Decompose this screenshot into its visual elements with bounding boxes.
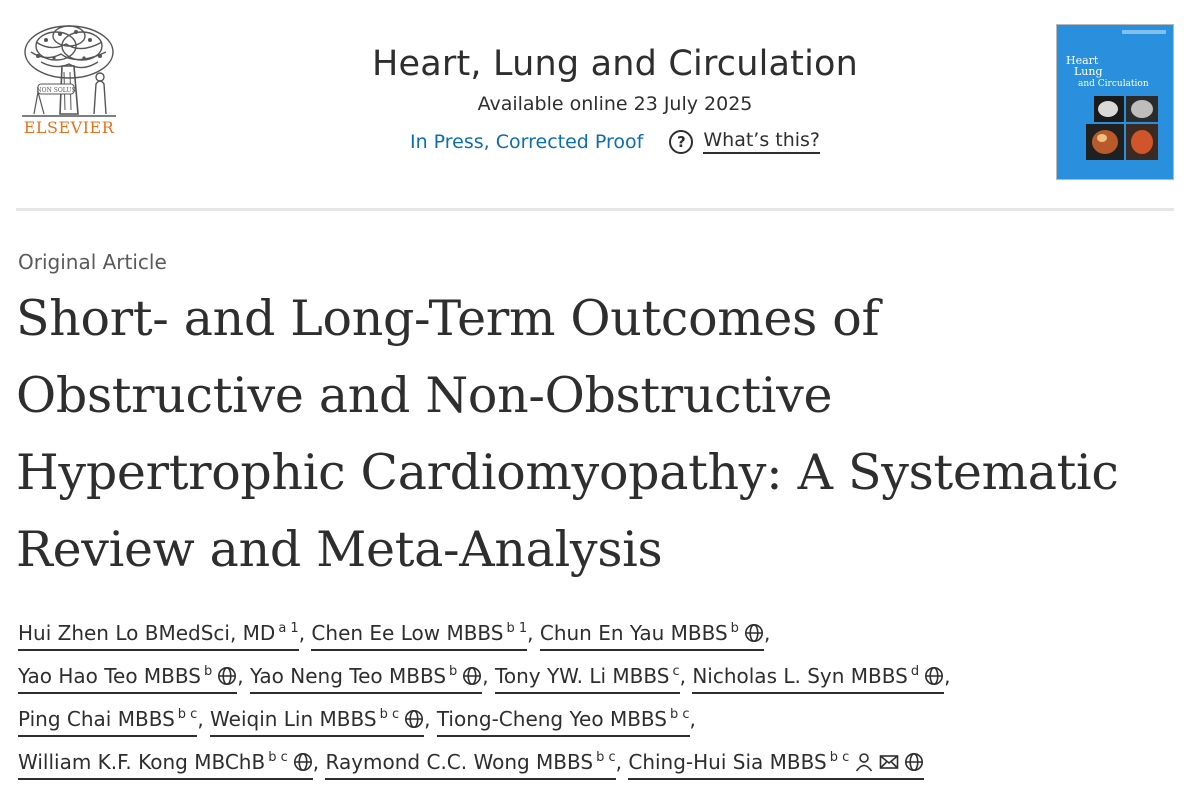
author-link[interactable]	[250, 657, 482, 694]
globe-icon[interactable]	[404, 709, 424, 729]
author-name: Raymond C.C. Wong MBBS	[325, 750, 594, 774]
author-name: Tiong-Cheng Yeo MBBS	[436, 707, 667, 731]
author-line	[18, 655, 1188, 698]
cover-title-line1: Heart	[1066, 54, 1099, 67]
author-name: William K.F. Kong MBChB	[18, 750, 266, 774]
author-link[interactable]	[18, 700, 197, 737]
person-icon[interactable]	[854, 752, 874, 772]
author-separator: ,	[527, 621, 540, 645]
author-link[interactable]	[437, 700, 690, 737]
author-affiliation: a 1	[278, 621, 299, 636]
title-line: Review and Meta-Analysis	[16, 521, 663, 578]
cover-title-line3: and Circulation	[1078, 79, 1149, 89]
in-press-status-link[interactable]: In Press, Corrected Proof	[409, 130, 644, 153]
author-link[interactable]	[18, 614, 299, 651]
status-row	[300, 129, 930, 154]
globe-icon[interactable]	[904, 752, 924, 772]
author-link[interactable]	[18, 657, 237, 694]
author-separator: ,	[689, 707, 696, 731]
author-affiliation: b c	[669, 707, 690, 722]
author-name: Chun En Yau MBBS	[539, 621, 728, 645]
journal-cover-art	[1056, 24, 1174, 180]
author-separator: ,	[237, 664, 250, 688]
cover-title-line2: Lung	[1074, 65, 1103, 78]
author-name: Weiqin Lin MBBS	[210, 707, 377, 731]
author-name: Nicholas L. Syn MBBS	[692, 664, 908, 688]
whats-this-label: What’s this?	[703, 129, 820, 154]
elsevier-tree-icon	[16, 22, 122, 122]
author-affiliation: b	[730, 621, 739, 636]
author-affiliation: b c	[379, 707, 400, 722]
mail-icon[interactable]	[879, 752, 899, 772]
author-separator: ,	[615, 750, 629, 774]
author-affiliation: c	[672, 664, 680, 679]
author-link[interactable]	[540, 614, 764, 651]
author-name: Ching-Hui Sia MBBS	[628, 750, 827, 774]
article-type-label: Original Article	[18, 250, 167, 274]
globe-icon[interactable]	[462, 666, 482, 686]
author-affiliation: b c	[268, 750, 288, 765]
article-title	[16, 280, 1186, 588]
author-separator: ,	[482, 664, 496, 688]
globe-icon[interactable]	[924, 666, 944, 686]
author-name: Chen Ee Low MBBS	[311, 621, 504, 645]
author-affiliation: d	[910, 664, 920, 679]
author-name: Hui Zhen Lo BMedSci, MD	[18, 621, 276, 645]
author-name: Yao Neng Teo MBBS	[249, 664, 447, 688]
author-link[interactable]	[311, 614, 527, 651]
author-separator: ,	[197, 707, 211, 731]
author-affiliation: b c	[829, 750, 850, 765]
author-name: Yao Hao Teo MBBS	[18, 664, 201, 688]
author-link[interactable]	[210, 700, 424, 737]
author-name: Tony YW. Li MBBS	[495, 664, 670, 688]
header-divider	[16, 208, 1174, 211]
author-link[interactable]	[18, 743, 313, 780]
author-line	[18, 741, 1188, 784]
author-line	[18, 698, 1188, 741]
globe-icon[interactable]	[217, 666, 237, 686]
title-line: Short- and Long-Term Outcomes of	[16, 290, 880, 347]
author-list	[18, 612, 1188, 784]
author-affiliation: b c	[177, 707, 198, 722]
author-affiliation: b c	[596, 750, 616, 765]
author-affiliation: b	[203, 664, 213, 679]
author-separator: ,	[424, 707, 437, 731]
author-separator: ,	[944, 664, 951, 688]
question-circle-icon: ?	[669, 130, 693, 154]
author-name: Ping Chai MBBS	[18, 707, 175, 731]
author-affiliation: b 1	[506, 621, 528, 636]
article-header	[0, 0, 1200, 210]
logo-motto: NON SOLUS	[36, 87, 76, 94]
globe-icon[interactable]	[744, 623, 764, 643]
author-line	[18, 612, 1188, 655]
journal-info	[300, 44, 930, 154]
globe-icon[interactable]	[293, 752, 313, 772]
author-separator: ,	[312, 750, 326, 774]
author-link[interactable]	[628, 743, 924, 780]
author-separator: ,	[763, 621, 771, 645]
author-separator: ,	[298, 621, 312, 645]
whats-this-button[interactable]	[669, 129, 820, 154]
author-separator: ,	[679, 664, 693, 688]
title-line: Hypertrophic Cardiomyopathy: A Systematic	[16, 444, 1119, 501]
journal-cover-image[interactable]	[1056, 24, 1174, 180]
available-online-date: Available online 23 July 2025	[477, 93, 753, 115]
title-line: Obstructive and Non-Obstructive	[16, 367, 833, 424]
author-affiliation: b	[449, 664, 458, 679]
publisher-name[interactable]: ELSEVIER	[23, 118, 115, 137]
author-link[interactable]	[325, 743, 615, 780]
author-link[interactable]	[692, 657, 944, 694]
journal-title-link[interactable]: Heart, Lung and Circulation	[371, 44, 859, 84]
author-link[interactable]	[495, 657, 680, 694]
